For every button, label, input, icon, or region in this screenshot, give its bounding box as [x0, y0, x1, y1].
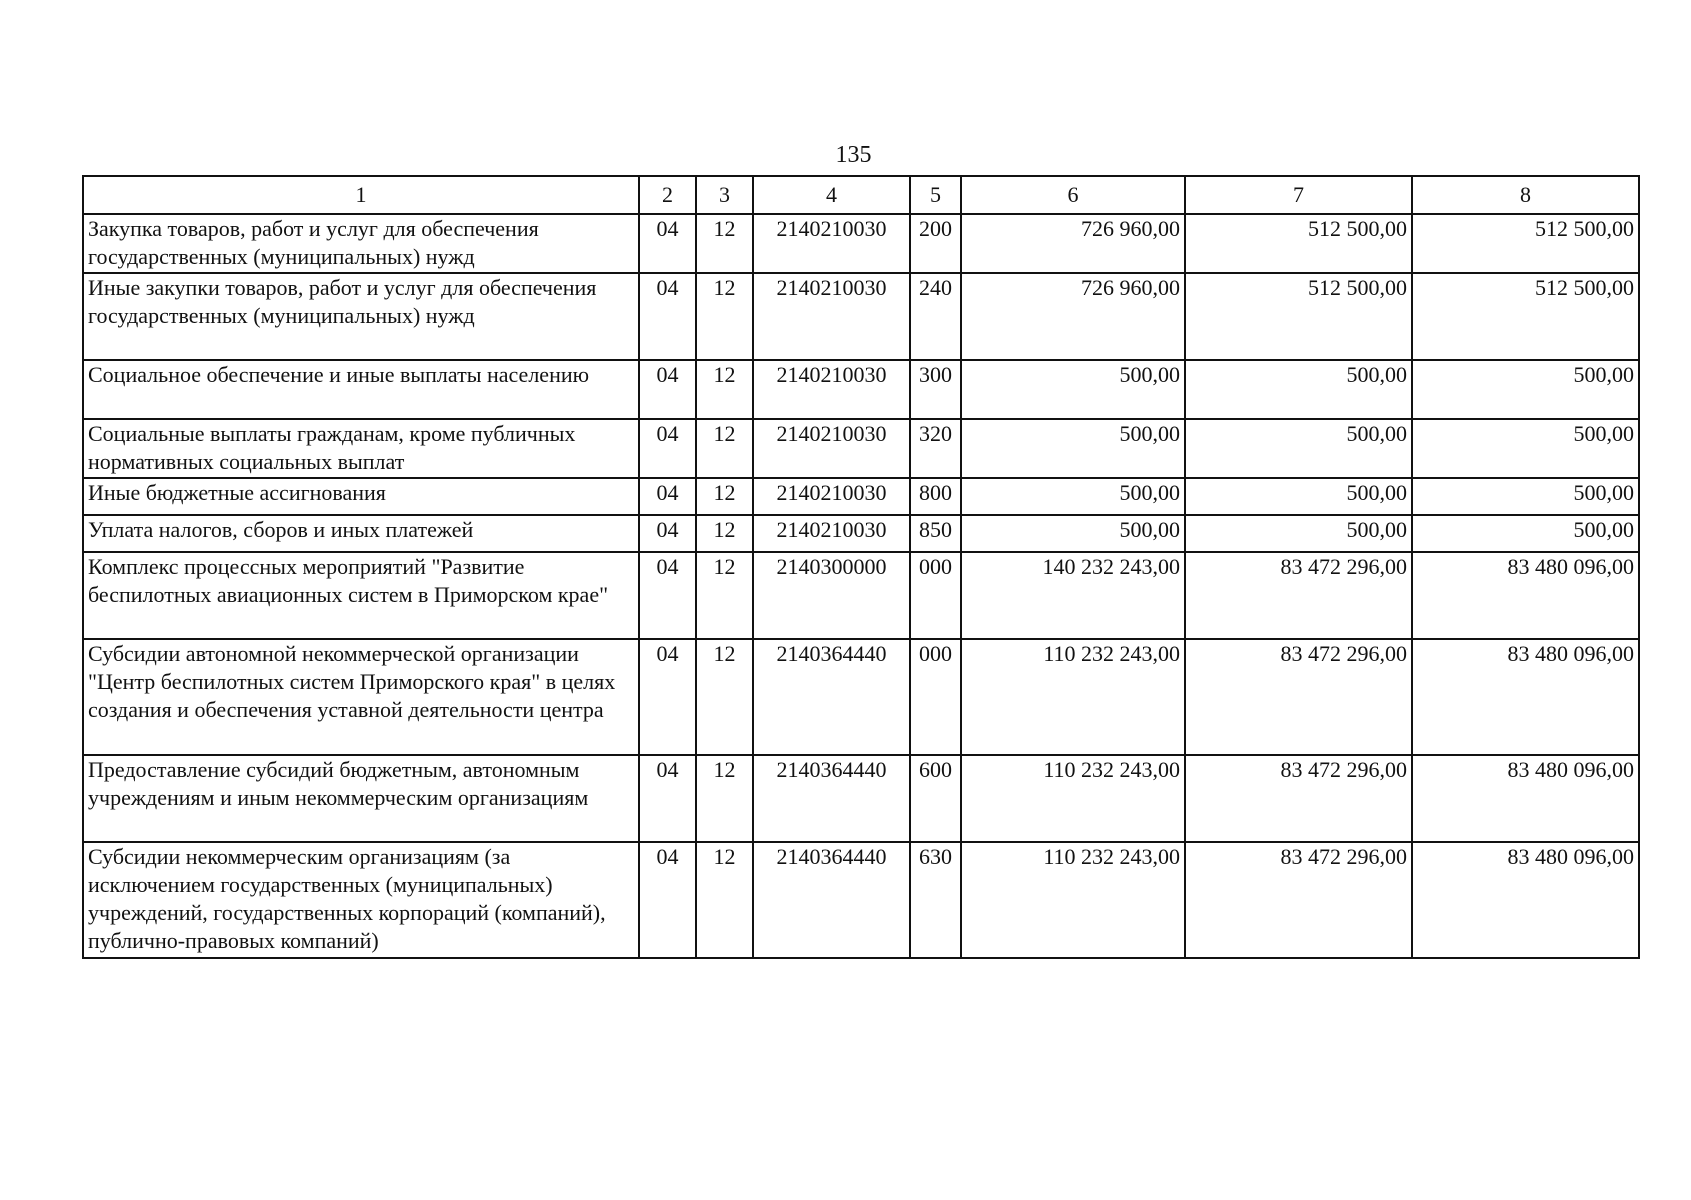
- row-section: 04: [639, 515, 696, 552]
- row-subsection: 12: [696, 639, 753, 755]
- row-section: 04: [639, 478, 696, 515]
- row-subsection: 12: [696, 478, 753, 515]
- row-amount-col6: 110 232 243,00: [961, 755, 1185, 842]
- header-col-1: 1: [83, 176, 639, 214]
- row-name: Иные бюджетные ассигнования: [83, 478, 639, 515]
- row-amount-col8: 500,00: [1412, 360, 1639, 419]
- row-amount-col6: 500,00: [961, 515, 1185, 552]
- budget-table: [82, 175, 1640, 959]
- table-row: [83, 360, 1639, 419]
- row-target-code: 2140210030: [753, 515, 910, 552]
- row-amount-col7: 500,00: [1185, 419, 1412, 478]
- row-section: 04: [639, 552, 696, 639]
- row-amount-col6: 500,00: [961, 419, 1185, 478]
- row-name: Предоставление субсидий бюджетным, автономным учреждениям и иным некоммерческим организациям: [83, 755, 639, 842]
- row-section: 04: [639, 842, 696, 958]
- row-amount-col8: 500,00: [1412, 419, 1639, 478]
- row-expense-type: 630: [910, 842, 961, 958]
- row-section: 04: [639, 755, 696, 842]
- row-name: Иные закупки товаров, работ и услуг для обеспечения государственных (муниципальных) нужд: [83, 273, 639, 360]
- row-subsection: 12: [696, 842, 753, 958]
- header-col-5: 5: [910, 176, 961, 214]
- row-section: 04: [639, 360, 696, 419]
- row-subsection: 12: [696, 515, 753, 552]
- row-amount-col8: 512 500,00: [1412, 273, 1639, 360]
- row-amount-col6: 110 232 243,00: [961, 639, 1185, 755]
- header-col-7: 7: [1185, 176, 1412, 214]
- row-amount-col6: 140 232 243,00: [961, 552, 1185, 639]
- row-amount-col7: 83 472 296,00: [1185, 755, 1412, 842]
- row-amount-col8: 512 500,00: [1412, 214, 1639, 273]
- row-amount-col7: 83 472 296,00: [1185, 552, 1412, 639]
- row-amount-col6: 500,00: [961, 360, 1185, 419]
- row-subsection: 12: [696, 273, 753, 360]
- row-target-code: 2140210030: [753, 214, 910, 273]
- row-amount-col7: 500,00: [1185, 478, 1412, 515]
- row-name: Социальные выплаты гражданам, кроме публичных нормативных социальных выплат: [83, 419, 639, 478]
- row-expense-type: 000: [910, 552, 961, 639]
- row-subsection: 12: [696, 552, 753, 639]
- row-subsection: 12: [696, 419, 753, 478]
- row-amount-col8: 500,00: [1412, 478, 1639, 515]
- row-target-code: 2140364440: [753, 755, 910, 842]
- row-expense-type: 240: [910, 273, 961, 360]
- row-subsection: 12: [696, 755, 753, 842]
- row-amount-col6: 500,00: [961, 478, 1185, 515]
- page-number: 135: [835, 142, 872, 168]
- table-header-row: [83, 176, 1639, 214]
- row-section: 04: [639, 419, 696, 478]
- row-target-code: 2140210030: [753, 478, 910, 515]
- row-target-code: 2140364440: [753, 639, 910, 755]
- table-row: [83, 478, 1639, 515]
- row-expense-type: 200: [910, 214, 961, 273]
- row-amount-col6: 110 232 243,00: [961, 842, 1185, 958]
- row-amount-col7: 500,00: [1185, 515, 1412, 552]
- row-amount-col7: 512 500,00: [1185, 214, 1412, 273]
- table-row: [83, 639, 1639, 755]
- row-expense-type: 850: [910, 515, 961, 552]
- table-row: [83, 842, 1639, 958]
- row-amount-col6: 726 960,00: [961, 214, 1185, 273]
- row-amount-col7: 512 500,00: [1185, 273, 1412, 360]
- table-row: [83, 552, 1639, 639]
- header-col-4: 4: [753, 176, 910, 214]
- row-amount-col8: 83 480 096,00: [1412, 755, 1639, 842]
- header-col-6: 6: [961, 176, 1185, 214]
- row-name: Комплекс процессных мероприятий "Развитие беспилотных авиационных систем в Приморском крае": [83, 552, 639, 639]
- row-subsection: 12: [696, 360, 753, 419]
- row-name: Социальное обеспечение и иные выплаты населению: [83, 360, 639, 419]
- row-target-code: 2140210030: [753, 273, 910, 360]
- row-expense-type: 300: [910, 360, 961, 419]
- row-expense-type: 800: [910, 478, 961, 515]
- header-col-8: 8: [1412, 176, 1639, 214]
- row-expense-type: 320: [910, 419, 961, 478]
- table-row: [83, 515, 1639, 552]
- row-name: Закупка товаров, работ и услуг для обеспечения государственных (муниципальных) нужд: [83, 214, 639, 273]
- row-name: Субсидии некоммерческим организациям (за исключением государственных (муниципальных) учреждений, государственных корпораций (компаний), публично-правовых компаний): [83, 842, 639, 958]
- row-name: Субсидии автономной некоммерческой организации "Центр беспилотных систем Приморского края" в целях создания и обеспечения уставной деятельности центра: [83, 639, 639, 755]
- row-expense-type: 000: [910, 639, 961, 755]
- row-amount-col8: 83 480 096,00: [1412, 552, 1639, 639]
- row-amount-col7: 500,00: [1185, 360, 1412, 419]
- row-amount-col8: 83 480 096,00: [1412, 842, 1639, 958]
- row-expense-type: 600: [910, 755, 961, 842]
- header-col-2: 2: [639, 176, 696, 214]
- row-section: 04: [639, 639, 696, 755]
- row-name: Уплата налогов, сборов и иных платежей: [83, 515, 639, 552]
- row-amount-col7: 83 472 296,00: [1185, 842, 1412, 958]
- row-section: 04: [639, 214, 696, 273]
- row-target-code: 2140364440: [753, 842, 910, 958]
- row-amount-col8: 500,00: [1412, 515, 1639, 552]
- table-row: [83, 273, 1639, 360]
- header-col-3: 3: [696, 176, 753, 214]
- table-row: [83, 419, 1639, 478]
- table-row: [83, 214, 1639, 273]
- row-target-code: 2140300000: [753, 552, 910, 639]
- row-subsection: 12: [696, 214, 753, 273]
- row-section: 04: [639, 273, 696, 360]
- table-row: [83, 755, 1639, 842]
- row-target-code: 2140210030: [753, 419, 910, 478]
- row-target-code: 2140210030: [753, 360, 910, 419]
- row-amount-col6: 726 960,00: [961, 273, 1185, 360]
- row-amount-col8: 83 480 096,00: [1412, 639, 1639, 755]
- row-amount-col7: 83 472 296,00: [1185, 639, 1412, 755]
